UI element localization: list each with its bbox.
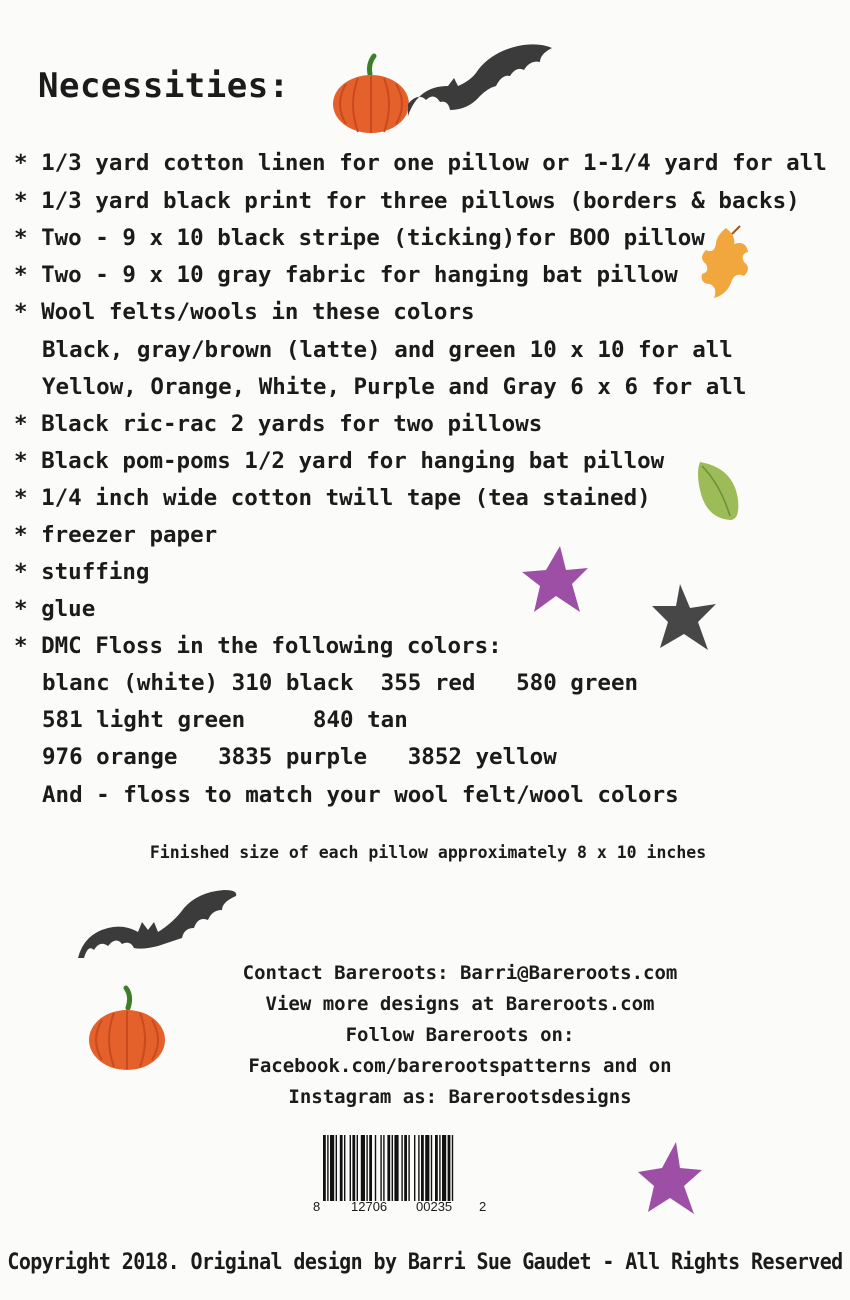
leaf-icon [700,222,752,300]
contact-email-line: Contact Bareroots: Barri@Bareroots.com [242,962,678,984]
list-subitem [42,707,408,733]
contact-instagram-line: Instagram as: Barerootsdesigns [288,1086,632,1108]
list-subitem [42,744,557,770]
barcode-digit-group: 12706 [351,1199,388,1214]
bullet-marker: * [14,485,28,511]
list-item [14,299,475,325]
list-item-text: glue [41,596,96,622]
bat-icon [76,884,236,964]
bullet-marker: * [14,411,28,437]
list-item [14,633,502,659]
barcode-digit-group: 8 [313,1199,321,1214]
bat-icon [400,38,555,138]
list-item [14,448,664,474]
bullet-marker: * [14,559,28,585]
list-item-text: Black pom-poms 1/2 yard for hanging bat pillow [41,448,665,474]
bullet-marker: * [14,299,28,325]
bullet-marker: * [14,448,28,474]
finished-size-note: Finished size of each pillow approximately 8 x 10 inches [149,843,707,862]
leaf-icon [694,458,742,522]
page-title: Necessities: [38,66,290,106]
list-item-text: Black ric-rac 2 yards for two pillows [41,411,543,437]
list-item [14,411,542,437]
bullet-marker: * [14,633,28,659]
bullet-marker: * [14,262,28,288]
list-item-text: Two - 9 x 10 gray fabric for hanging bat pillow [41,262,678,288]
star-icon [650,582,720,654]
list-item [14,485,651,511]
list-item-text: 1/3 yard black print for three pillows (borders & backs) [41,188,800,214]
list-item-text: Two - 9 x 10 black stripe (ticking)for BOO pillow [41,225,705,251]
list-item [14,188,800,214]
bullet-marker: * [14,522,28,548]
list-subitem [42,670,638,696]
list-item-text: 1/3 yard cotton linen for one pillow or 1-1/4 yard for all [41,150,827,176]
contact-block [120,958,800,1113]
list-subitem [42,782,679,808]
list-item-text: blanc (white) 310 black 355 red 580 green [42,670,639,696]
bullet-marker: * [14,188,28,214]
list-subitem [42,337,733,363]
bullet-marker: * [14,225,28,251]
list-item [14,559,149,585]
pumpkin-icon [86,984,168,1072]
list-item-text: DMC Floss in the following colors: [41,633,502,659]
list-item-text: freezer paper [41,522,218,548]
barcode [323,1135,500,1221]
contact-website-line: View more designs at Bareroots.com [265,993,655,1015]
contact-facebook-line: Facebook.com/barerootspatterns and on [248,1055,672,1077]
list-item-text: Wool felts/wools in these colors [41,299,475,325]
list-item-text: And - floss to match your wool felt/wool colors [42,782,679,808]
bullet-marker: * [14,596,28,622]
list-item-text: 581 light green 840 tan [42,707,408,733]
barcode-digit-group: 2 [479,1199,487,1214]
list-item-text: 1/4 inch wide cotton twill tape (tea stained) [41,485,651,511]
list-item [14,262,678,288]
list-item [14,596,95,622]
copyright-notice: Copyright 2018. Original design by Barri Sue Gaudet - All Rights Reserved [7,1247,843,1275]
list-item [14,225,705,251]
list-item-text: stuffing [41,559,150,585]
list-subitem [42,374,746,400]
star-icon [636,1140,704,1218]
list-item-text: Black, gray/brown (latte) and green 10 x 10 for all [42,337,733,363]
barcode-digit-group: 00235 [416,1199,453,1214]
list-item-text: 976 orange 3835 purple 3852 yellow [42,744,557,770]
list-item [14,522,217,548]
list-item-text: Yellow, Orange, White, Purple and Gray 6 x 6 for all [42,374,747,400]
contact-follow-line: Follow Bareroots on: [345,1024,575,1046]
bullet-marker: * [14,150,28,176]
star-icon [520,544,590,616]
list-item [14,150,827,176]
